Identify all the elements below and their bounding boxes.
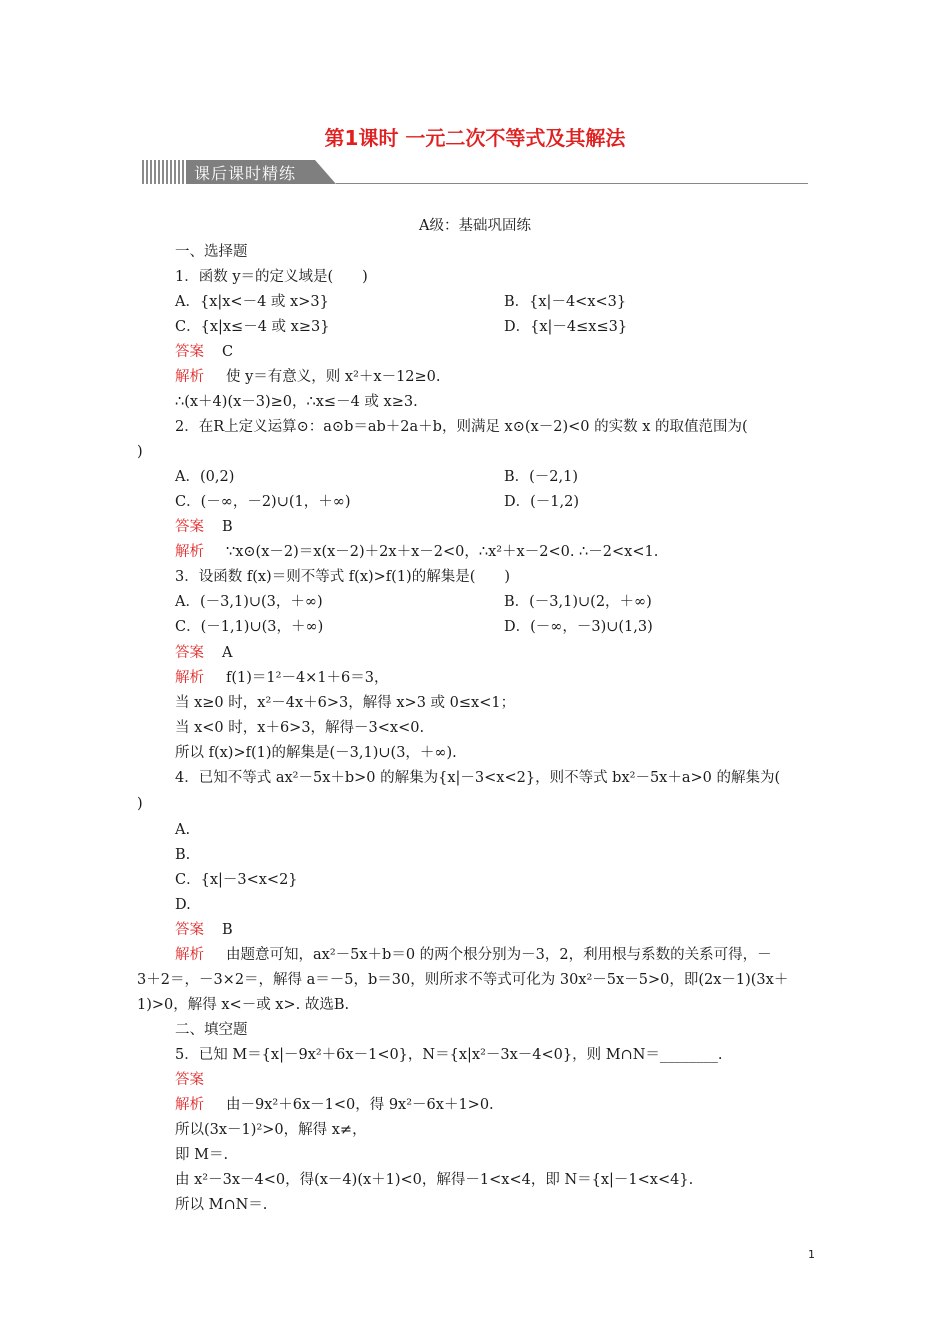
level-heading: A级：基础巩固练 [419, 218, 531, 234]
analysis-label: 解析 [175, 947, 204, 963]
banner-label: 课后课时精练 [194, 164, 297, 183]
analysis-text: 即 M＝. [175, 1147, 229, 1163]
analysis-text: 由题意可知，ax²－5x＋b＝0 的两个根分别为－3，2，利用根与系数的关系可得，－ [226, 947, 772, 963]
option-a: A．(－3,1)∪(3，＋∞) [175, 594, 323, 610]
option-c: C．(－∞，－2)∪(1，＋∞) [175, 494, 351, 510]
analysis-text: ∵x⊙(x－2)＝x(x－2)＋2x＋x－2<0，∴x²＋x－2<0. ∴－2<x<1. [226, 544, 659, 560]
analysis-label: 解析 [175, 670, 204, 686]
option-d: D．{x|－4≤x≤3} [504, 319, 628, 335]
analysis-text: 当 x≥0 时，x²－4x＋6>3，解得 x>3 或 0≤x<1； [175, 695, 516, 711]
analysis-text: f(1)＝1²－4×1＋6＝3， [226, 670, 389, 686]
option-d: D. [175, 897, 191, 913]
answer-value: B [222, 519, 233, 535]
question-4-wrap: ) [137, 796, 143, 812]
question-2-wrap: ) [137, 444, 143, 460]
answer-label: 答案 [175, 1072, 204, 1088]
question-3: 3．设函数 f(x)＝则不等式 f(x)>f(1)的解集是( ) [175, 569, 511, 585]
option-b: B．(－2,1) [504, 469, 579, 485]
question-5: 5．已知 M＝{x|－9x²＋6x－1<0}，N＝{x|x²－3x－4<0}，则 M∩N＝________. [175, 1047, 723, 1063]
page-number: 1 [808, 1248, 815, 1261]
answer-label: 答案 [175, 645, 204, 661]
analysis-text: 所以 f(x)>f(1)的解集是(－3,1)∪(3，＋∞). [175, 745, 457, 761]
option-c: C．{x|x≤－4 或 x≥3} [175, 319, 330, 335]
analysis-label: 解析 [175, 1097, 204, 1113]
option-a: A．(0,2) [175, 469, 235, 485]
banner-rule [336, 183, 808, 184]
banner-stripes [142, 160, 186, 184]
analysis-text: 所以 M∩N＝. [175, 1197, 268, 1213]
analysis-label: 解析 [175, 369, 204, 385]
analysis-text: 由 x²－3x－4<0，得(x－4)(x＋1)<0，解得－1<x<4，即 N＝{x|－1<x<4}. [175, 1172, 694, 1188]
option-b: B. [175, 847, 191, 863]
analysis-label: 解析 [175, 544, 204, 560]
option-d: D．(－1,2) [504, 494, 579, 510]
question-1: 1．函数 y＝的定义域是( ) [175, 269, 368, 285]
option-d: D．(－∞，－3)∪(1,3) [504, 619, 653, 635]
option-a: A．{x|x<－4 或 x>3} [175, 294, 329, 310]
section-heading: 二、填空题 [175, 1022, 248, 1038]
analysis-text: 1)>0，解得 x<－或 x>. 故选B. [137, 997, 350, 1013]
option-c: C．(－1,1)∪(3，＋∞) [175, 619, 324, 635]
page-title: 第1课时 一元二次不等式及其解法 [324, 126, 626, 150]
answer-label: 答案 [175, 519, 204, 535]
question-2: 2．在R上定义运算⊙：a⊙b＝ab＋2a＋b，则满足 x⊙(x－2)<0 的实数 x 的取值范围为( [175, 419, 748, 435]
answer-label: 答案 [175, 344, 204, 360]
section-banner [142, 158, 808, 186]
answer-value: A [222, 645, 233, 661]
question-4: 4．已知不等式 ax²－5x＋b>0 的解集为{x|－3<x<2}，则不等式 bx²－5x＋a>0 的解集为( [175, 770, 781, 786]
analysis-text: 使 y＝有意义，则 x²＋x－12≥0. [226, 369, 441, 385]
option-b: B．(－3,1)∪(2，＋∞) [504, 594, 652, 610]
option-b: B．{x|－4<x<3} [504, 294, 627, 310]
analysis-text: 当 x<0 时，x＋6>3，解得－3<x<0. [175, 720, 425, 736]
analysis-text: 所以(3x－1)²>0，解得 x≠， [175, 1122, 367, 1138]
analysis-text: 3＋2＝，－3×2＝，解得 a＝－5，b＝30，则所求不等式可化为 30x²－5x－5>0，即(2x－1)(3x＋ [137, 972, 789, 988]
option-a: A. [175, 822, 191, 838]
analysis-text: 由－9x²＋6x－1<0，得 9x²－6x＋1>0. [226, 1097, 494, 1113]
answer-value: B [222, 922, 233, 938]
option-c: C．{x|－3<x<2} [175, 872, 298, 888]
answer-value: C [222, 344, 234, 360]
section-heading: 一、选择题 [175, 244, 248, 260]
analysis-text: ∴(x＋4)(x－3)≥0，∴x≤－4 或 x≥3. [175, 394, 418, 410]
answer-label: 答案 [175, 922, 204, 938]
